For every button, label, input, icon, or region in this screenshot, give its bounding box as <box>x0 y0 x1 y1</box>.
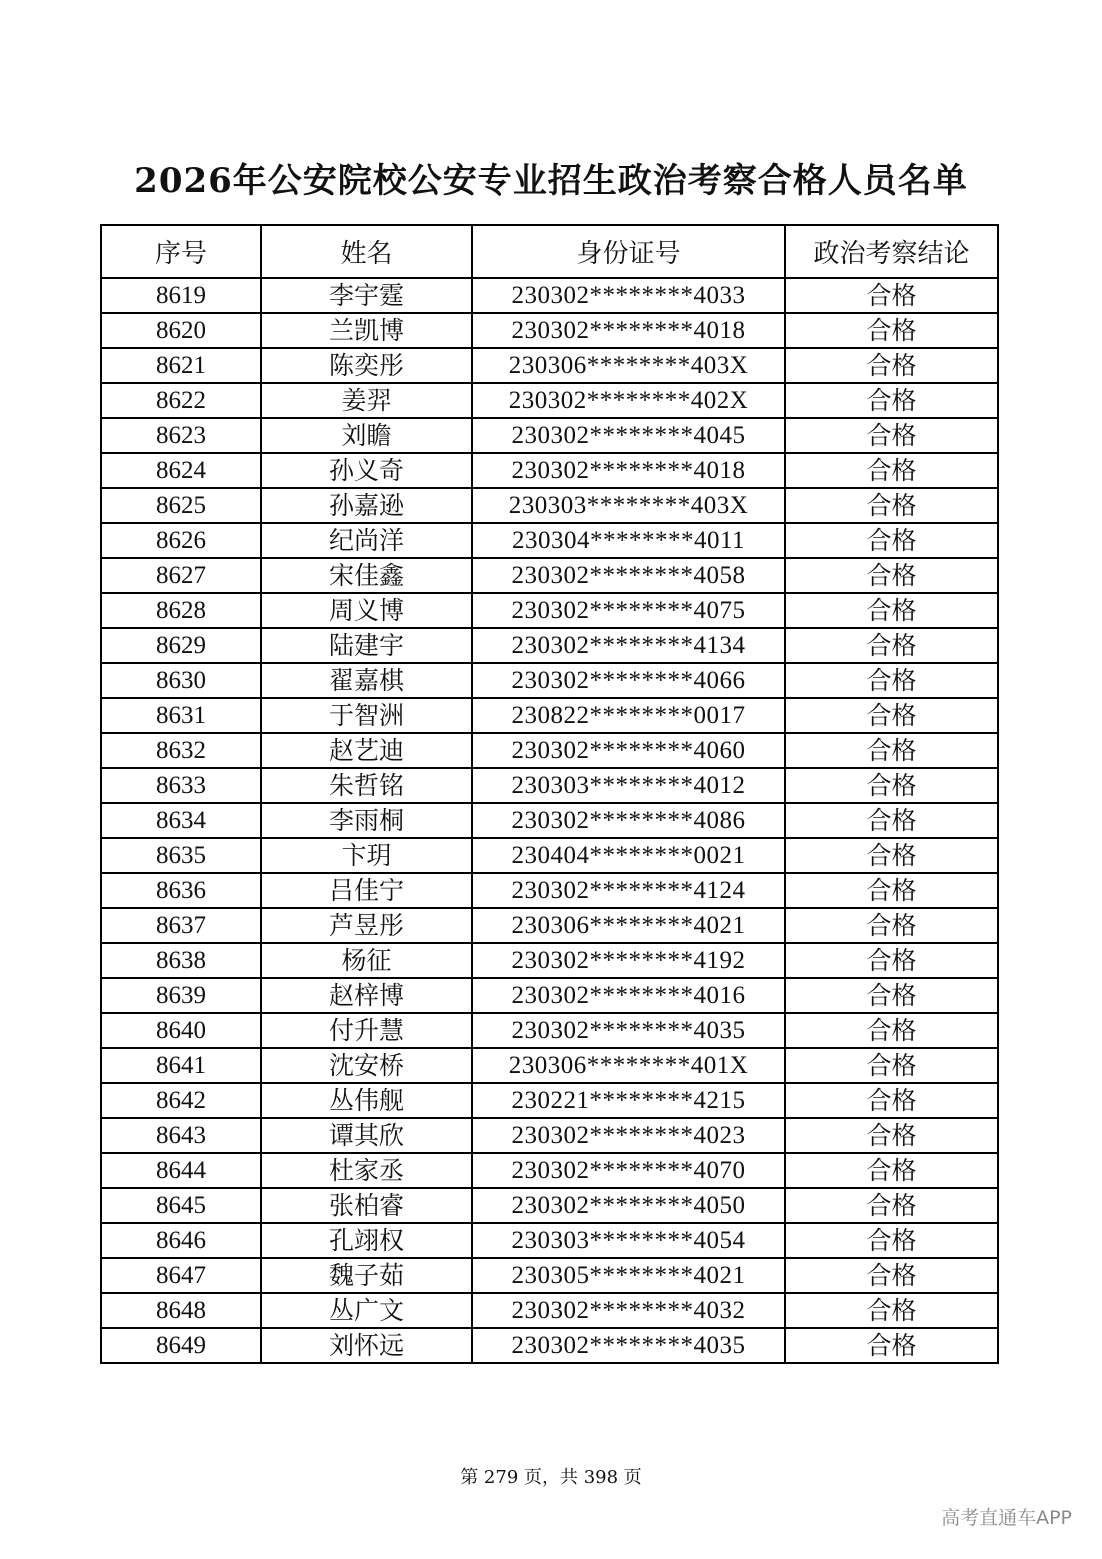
table-row <box>101 908 998 943</box>
cell-name: 刘瞻 <box>261 418 472 453</box>
cell-seq: 8640 <box>101 1013 261 1048</box>
cell-name: 陆建宇 <box>261 628 472 663</box>
cell-seq: 8647 <box>101 1258 261 1293</box>
cell-id-number: 230304********4011 <box>472 523 785 558</box>
column-header-seq: 序号 <box>101 225 261 278</box>
cell-id-number: 230302********4045 <box>472 418 785 453</box>
cell-id-number: 230302********4134 <box>472 628 785 663</box>
table-row <box>101 768 998 803</box>
cell-seq: 8625 <box>101 488 261 523</box>
cell-conclusion: 合格 <box>785 943 998 978</box>
cell-conclusion: 合格 <box>785 803 998 838</box>
table-row <box>101 348 998 383</box>
cell-conclusion: 合格 <box>785 908 998 943</box>
table-row <box>101 1013 998 1048</box>
cell-id-number: 230221********4215 <box>472 1083 785 1118</box>
cell-name: 丛伟舰 <box>261 1083 472 1118</box>
cell-id-number: 230306********401X <box>472 1048 785 1083</box>
table-row <box>101 943 998 978</box>
cell-conclusion: 合格 <box>785 1223 998 1258</box>
cell-id-number: 230302********4060 <box>472 733 785 768</box>
table-row <box>101 418 998 453</box>
cell-conclusion: 合格 <box>785 1083 998 1118</box>
cell-name: 卞玥 <box>261 838 472 873</box>
cell-seq: 8636 <box>101 873 261 908</box>
cell-conclusion: 合格 <box>785 1153 998 1188</box>
cell-seq: 8644 <box>101 1153 261 1188</box>
roster-table <box>100 224 999 1364</box>
cell-id-number: 230302********4035 <box>472 1013 785 1048</box>
table-row <box>101 1328 998 1363</box>
cell-conclusion: 合格 <box>785 558 998 593</box>
watermark-text: 高考直通车APP <box>941 1507 1072 1529</box>
cell-conclusion: 合格 <box>785 698 998 733</box>
cell-conclusion: 合格 <box>785 348 998 383</box>
cell-conclusion: 合格 <box>785 278 998 313</box>
table-row <box>101 1188 998 1223</box>
cell-seq: 8638 <box>101 943 261 978</box>
cell-name: 姜羿 <box>261 383 472 418</box>
cell-name: 付升慧 <box>261 1013 472 1048</box>
cell-id-number: 230303********4054 <box>472 1223 785 1258</box>
cell-name: 赵梓博 <box>261 978 472 1013</box>
cell-id-number: 230302********4070 <box>472 1153 785 1188</box>
cell-id-number: 230302********4033 <box>472 278 785 313</box>
cell-seq: 8648 <box>101 1293 261 1328</box>
cell-name: 芦昱彤 <box>261 908 472 943</box>
cell-name: 于智洲 <box>261 698 472 733</box>
cell-name: 沈安桥 <box>261 1048 472 1083</box>
cell-seq: 8630 <box>101 663 261 698</box>
table-row <box>101 663 998 698</box>
cell-seq: 8631 <box>101 698 261 733</box>
cell-id-number: 230302********4058 <box>472 558 785 593</box>
cell-id-number: 230302********4050 <box>472 1188 785 1223</box>
table-row <box>101 698 998 733</box>
cell-id-number: 230822********0017 <box>472 698 785 733</box>
cell-seq: 8637 <box>101 908 261 943</box>
table-row <box>101 313 998 348</box>
cell-seq: 8632 <box>101 733 261 768</box>
cell-seq: 8623 <box>101 418 261 453</box>
table-row <box>101 803 998 838</box>
page-title: 2026年公安院校公安专业招生政治考察合格人员名单 <box>134 161 968 201</box>
cell-conclusion: 合格 <box>785 383 998 418</box>
cell-conclusion: 合格 <box>785 1013 998 1048</box>
cell-conclusion: 合格 <box>785 838 998 873</box>
cell-id-number: 230305********4021 <box>472 1258 785 1293</box>
cell-name: 吕佳宁 <box>261 873 472 908</box>
cell-conclusion: 合格 <box>785 873 998 908</box>
table-row <box>101 488 998 523</box>
cell-conclusion: 合格 <box>785 628 998 663</box>
cell-conclusion: 合格 <box>785 1188 998 1223</box>
cell-id-number: 230306********4021 <box>472 908 785 943</box>
page-number-footer: 第 279 页，共 398 页 <box>460 1467 642 1488</box>
cell-id-number: 230302********4035 <box>472 1328 785 1363</box>
cell-name: 陈奕彤 <box>261 348 472 383</box>
table-row <box>101 628 998 663</box>
cell-seq: 8641 <box>101 1048 261 1083</box>
table-row <box>101 1293 998 1328</box>
cell-conclusion: 合格 <box>785 978 998 1013</box>
cell-name: 赵艺迪 <box>261 733 472 768</box>
cell-name: 杨征 <box>261 943 472 978</box>
column-header-conclusion: 政治考察结论 <box>785 225 998 278</box>
cell-seq: 8643 <box>101 1118 261 1153</box>
table-row <box>101 1223 998 1258</box>
cell-conclusion: 合格 <box>785 1328 998 1363</box>
table-row <box>101 1153 998 1188</box>
cell-name: 李宇霆 <box>261 278 472 313</box>
cell-seq: 8620 <box>101 313 261 348</box>
cell-id-number: 230302********4016 <box>472 978 785 1013</box>
table-row <box>101 733 998 768</box>
cell-name: 李雨桐 <box>261 803 472 838</box>
column-header-id-number: 身份证号 <box>472 225 785 278</box>
cell-conclusion: 合格 <box>785 593 998 628</box>
cell-seq: 8626 <box>101 523 261 558</box>
cell-seq: 8635 <box>101 838 261 873</box>
table-row <box>101 383 998 418</box>
cell-conclusion: 合格 <box>785 663 998 698</box>
cell-name: 孙嘉逊 <box>261 488 472 523</box>
table-row <box>101 1118 998 1153</box>
table-row <box>101 838 998 873</box>
table-body <box>101 278 998 1363</box>
cell-name: 丛广文 <box>261 1293 472 1328</box>
cell-seq: 8627 <box>101 558 261 593</box>
table-row <box>101 1048 998 1083</box>
cell-name: 朱哲铭 <box>261 768 472 803</box>
cell-seq: 8639 <box>101 978 261 1013</box>
cell-id-number: 230302********4023 <box>472 1118 785 1153</box>
cell-name: 纪尚洋 <box>261 523 472 558</box>
cell-conclusion: 合格 <box>785 1293 998 1328</box>
cell-seq: 8646 <box>101 1223 261 1258</box>
cell-seq: 8619 <box>101 278 261 313</box>
table-row <box>101 873 998 908</box>
cell-id-number: 230302********402X <box>472 383 785 418</box>
cell-id-number: 230302********4075 <box>472 593 785 628</box>
cell-name: 兰凯博 <box>261 313 472 348</box>
cell-name: 杜家丞 <box>261 1153 472 1188</box>
cell-conclusion: 合格 <box>785 523 998 558</box>
cell-seq: 8622 <box>101 383 261 418</box>
table-row <box>101 523 998 558</box>
cell-id-number: 230306********403X <box>472 348 785 383</box>
cell-name: 孔翊权 <box>261 1223 472 1258</box>
cell-conclusion: 合格 <box>785 733 998 768</box>
cell-conclusion: 合格 <box>785 418 998 453</box>
table-row <box>101 593 998 628</box>
table-header-row <box>101 225 998 278</box>
cell-conclusion: 合格 <box>785 768 998 803</box>
column-header-name: 姓名 <box>261 225 472 278</box>
cell-id-number: 230302********4032 <box>472 1293 785 1328</box>
cell-seq: 8629 <box>101 628 261 663</box>
table-row <box>101 1258 998 1293</box>
cell-seq: 8633 <box>101 768 261 803</box>
cell-id-number: 230302********4066 <box>472 663 785 698</box>
table-row <box>101 453 998 488</box>
cell-seq: 8634 <box>101 803 261 838</box>
cell-name: 宋佳鑫 <box>261 558 472 593</box>
cell-conclusion: 合格 <box>785 488 998 523</box>
cell-seq: 8624 <box>101 453 261 488</box>
cell-name: 魏子茹 <box>261 1258 472 1293</box>
cell-conclusion: 合格 <box>785 1048 998 1083</box>
cell-seq: 8645 <box>101 1188 261 1223</box>
cell-id-number: 230302********4086 <box>472 803 785 838</box>
cell-conclusion: 合格 <box>785 1258 998 1293</box>
table-row <box>101 978 998 1013</box>
cell-id-number: 230303********403X <box>472 488 785 523</box>
cell-conclusion: 合格 <box>785 313 998 348</box>
cell-id-number: 230303********4012 <box>472 768 785 803</box>
cell-conclusion: 合格 <box>785 1118 998 1153</box>
cell-id-number: 230302********4018 <box>472 313 785 348</box>
cell-id-number: 230302********4018 <box>472 453 785 488</box>
table-row <box>101 558 998 593</box>
cell-name: 翟嘉棋 <box>261 663 472 698</box>
cell-name: 谭其欣 <box>261 1118 472 1153</box>
table-row <box>101 1083 998 1118</box>
cell-seq: 8649 <box>101 1328 261 1363</box>
table-row <box>101 278 998 313</box>
cell-name: 张柏睿 <box>261 1188 472 1223</box>
cell-name: 孙义奇 <box>261 453 472 488</box>
cell-id-number: 230404********0021 <box>472 838 785 873</box>
cell-seq: 8642 <box>101 1083 261 1118</box>
cell-id-number: 230302********4124 <box>472 873 785 908</box>
cell-seq: 8621 <box>101 348 261 383</box>
cell-seq: 8628 <box>101 593 261 628</box>
cell-id-number: 230302********4192 <box>472 943 785 978</box>
cell-name: 刘怀远 <box>261 1328 472 1363</box>
cell-name: 周义博 <box>261 593 472 628</box>
cell-conclusion: 合格 <box>785 453 998 488</box>
